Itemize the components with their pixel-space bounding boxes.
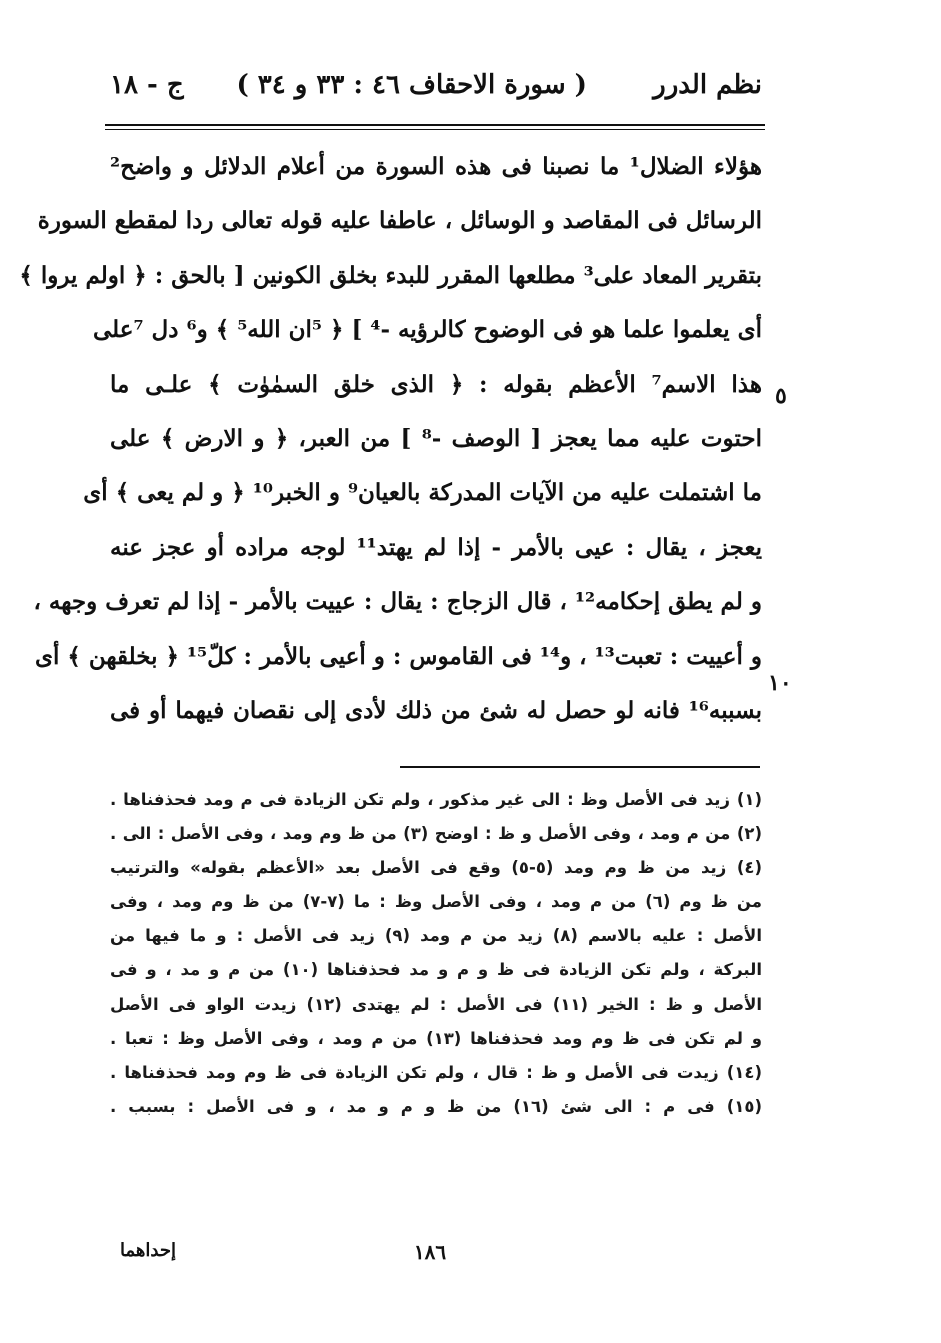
line-number-10: ١٠ — [768, 670, 792, 696]
footnote-line: البركة ، ولم تكن الزيادة فى ظ و م و مد فحذفناها (١٠) من م و مد ، و فى — [110, 960, 762, 980]
footnote-line: الأصل و ظ : الخير (١١) فى الأصل : لم يهتدى (١٢) زيدت الواو فى الأصل — [110, 994, 763, 1014]
running-header — [110, 70, 762, 110]
footnote-line: و لم تكن فى ظ وم ومد فحذفناها (١٣) من م ومد ، وفى الأصل وظ : تعبا . — [110, 1028, 763, 1048]
main-text — [19, 140, 762, 738]
footnote-line: (١٥) فى م : الى شئ (١٦) من ظ و م و مد ، و فى الأصل : بسبب . — [110, 1096, 762, 1116]
text-line: يعجز ، يقال : عيى بالأمر - إذا لم يهتد¹¹ لوجه مراده أو عجز عنه — [110, 533, 762, 561]
text-line: و أعييت : تعبت¹³ ، و¹⁴ فى القاموس : و أعيى بالأمر : كلّ¹⁵ ﴿ بخلقهن ﴾ أى — [35, 642, 762, 670]
text-line: أى يعلموا علما هو فى الوضوح كالرؤيه -⁴ ] ﴿ ⁵ان الله⁵ ﴾ و⁶ دل ⁷على — [92, 316, 762, 344]
footnote-line: (١٤) زيدت فى الأصل و ظ : قال ، ولم تكن الزيادة فى ظ وم ومد فحذفناها . — [110, 1062, 762, 1082]
footnote-line: الأصل : عليه بالاسم (٨) زيد من م ومد (٩) زيد فى الأصل : و ما فيها من — [110, 926, 762, 946]
text-line: الرسائل فى المقاصد و الوسائل ، عاطفا عليه قوله تعالى ردا لمقطع السورة — [37, 207, 762, 235]
text-line: هذا الاسم⁷ الأعظم بقوله : ﴿ الذى خلق السمٰوٰت ﴾ علـى ما — [110, 370, 762, 398]
page-number: ١٨٦ — [413, 1240, 447, 1264]
footnotes — [110, 783, 762, 1124]
text-line: هؤلاء الضلال¹ ما نصبنا فى هذه السورة من أعلام الدلائل و واضح² — [110, 153, 762, 180]
text-line: احتوت عليه مما يعجز [ الوصف -⁸ ] من العبر، ﴿ و الارض ﴾ على — [110, 424, 762, 452]
part-number: ج - ١٨ — [110, 70, 184, 100]
header-rule-thin — [105, 129, 765, 130]
text-line: و لم يطق إحكامه¹² ، قال الزجاج : يقال : عييت بالأمر - إذا لم تعرف وجهه ، — [33, 588, 762, 616]
sura-reference: ( سورة الاحقاف ٤٦ : ٣٣ و ٣٤ ) — [236, 70, 587, 100]
catchword: إحداهما — [120, 1240, 176, 1261]
text-line: بتقرير المعاد على³ مطلعها المقرر للبدء بخلق الكونين [ بالحق : ﴿ اولم يروا ﴾ — [19, 261, 762, 289]
footnote-line: (٢) من م ومد ، وفى الأصل و ظ : اوضح (٣) من ظ وم ومد ، وفى الأصل : الى . — [110, 824, 762, 844]
footnote-separator — [400, 766, 760, 768]
footnote-line: من ظ وم (٦) من م ومد ، وفى الأصل وظ : ما (٧-٧) من ظ وم ومد ، وفى — [110, 892, 762, 912]
footnote-line: (١) زيد فى الأصل وظ : الى غير مذكور ، ولم تكن الزيادة فى م ومد فحذفناها . — [110, 790, 762, 809]
book-title: نظم الدرر — [653, 70, 762, 100]
text-line: ما اشتملت عليه من الآيات المدركة بالعيان⁹ و الخبر¹⁰ ﴿ و لم يعى ﴾ أى — [83, 479, 762, 507]
footnote-line: (٤) زيد من ظ وم ومد (٥-٥) وقع فى الأصل بعد «الأعظم بقوله» والترتيب — [110, 858, 762, 878]
header-rule — [105, 124, 765, 126]
text-line: بسببه¹⁶ فانه لو حصل له شئ من ذلك لأدى إلى نقصان فيهما أو فى — [110, 696, 762, 724]
line-number-5: ٥ — [775, 383, 787, 409]
